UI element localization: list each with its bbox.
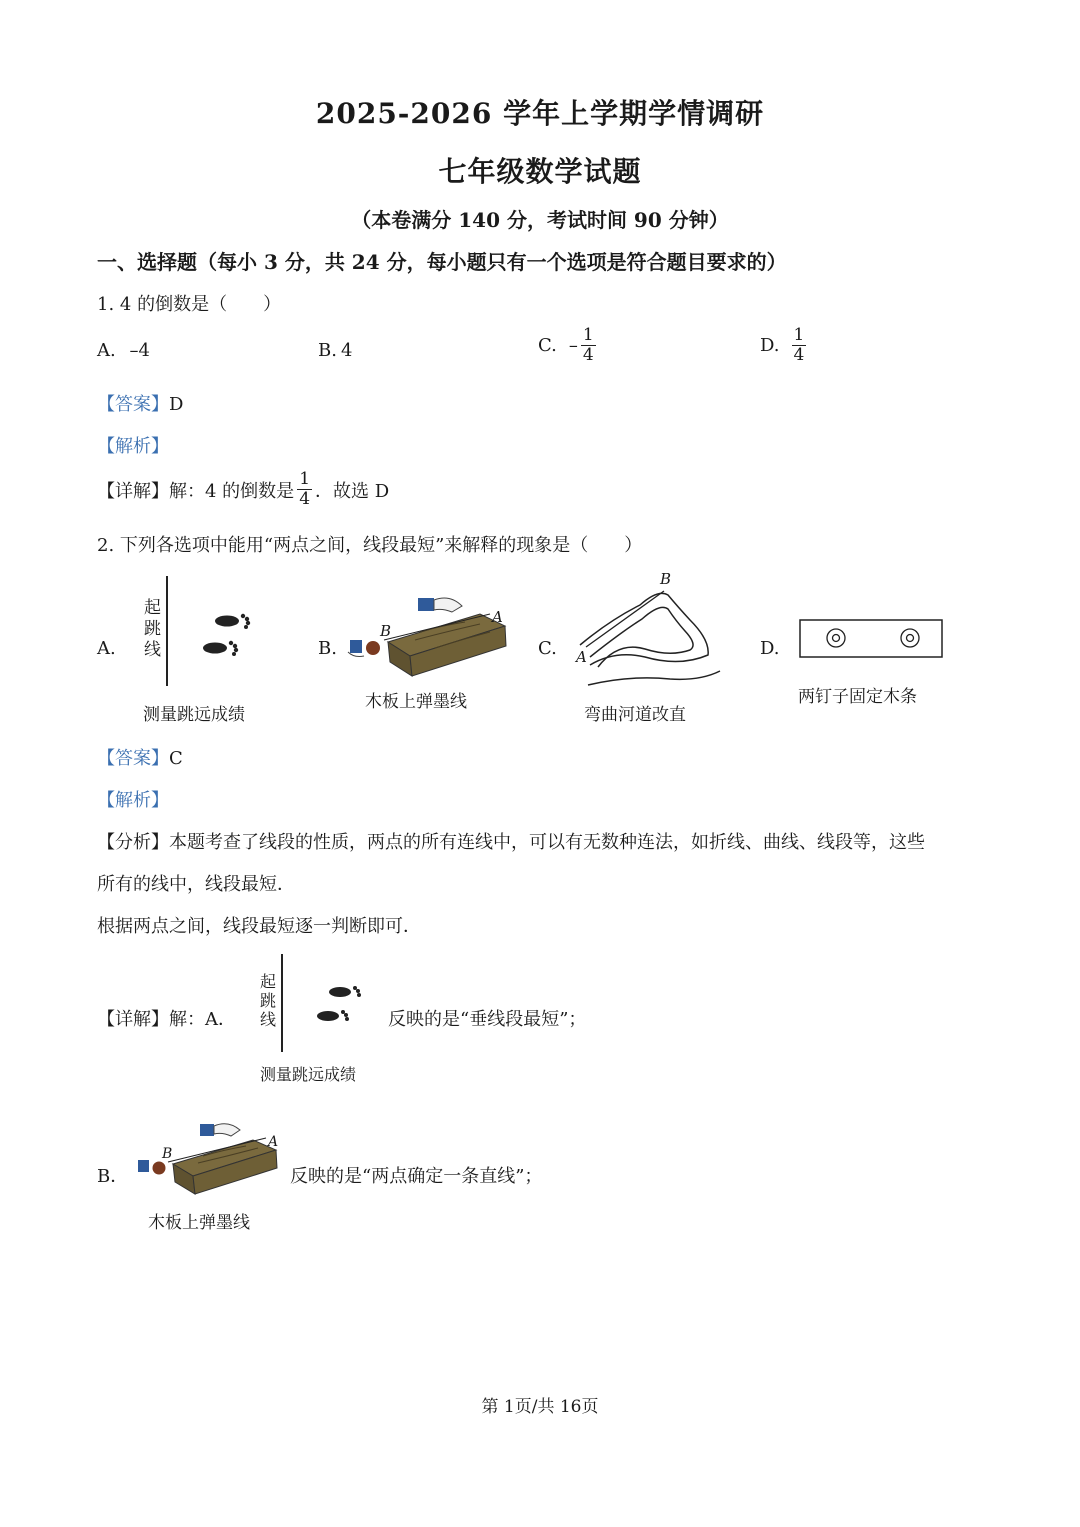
jump-line-label: 起跳线 <box>144 598 161 660</box>
ink-pot-icon <box>138 1160 166 1175</box>
q1-answer <box>97 390 183 416</box>
page-number: 第 1页/共 16页 <box>481 1397 599 1417</box>
q1-option-c <box>538 326 599 365</box>
answer-tag: 【答案】 <box>97 748 169 769</box>
point-b-label: B <box>162 1146 173 1162</box>
q1-stem: 1. 4 的倒数是（ ） <box>97 294 282 315</box>
q2-option-d-letter: D. <box>760 638 780 659</box>
footprint-icon <box>329 986 361 997</box>
q2-fenxi-line1 <box>97 828 925 854</box>
footprint-icon <box>215 614 250 629</box>
q2-option-b-letter: B. <box>318 638 337 659</box>
jump-line-label: 起跳线 <box>260 972 277 1029</box>
q2-stem: 2. 下列各选项中能用“两点之间，线段最短”来解释的现象是（ ） <box>97 535 643 556</box>
section-heading: 一、选择题（每小 3 分，共 24 分，每小题只有一个选项是符合题目要求的） <box>97 250 787 274</box>
q2-detail-a <box>97 1005 236 1031</box>
plank-ink-line-figure <box>128 1118 288 1200</box>
denominator: 4 <box>582 345 594 365</box>
q1-analysis-tag: 【解析】 <box>97 436 169 457</box>
point-a-label: A <box>268 1134 279 1150</box>
q2-fenxi-line2: 所有的线中，线段最短． <box>97 874 295 895</box>
point-a-label: A <box>492 608 503 626</box>
footprint-icon <box>317 1010 349 1021</box>
option-letter: C. <box>538 335 557 356</box>
denominator: 4 <box>299 489 311 509</box>
q1-option-a <box>97 340 150 361</box>
detail-b-text: 反映的是“两点确定一条直线”； <box>290 1166 543 1187</box>
denominator: 4 <box>793 345 805 365</box>
point-b-label: B <box>660 570 672 588</box>
fenxi-tag: 【分析】 <box>97 832 169 853</box>
river-figure <box>570 575 730 695</box>
hand-icon <box>200 1124 240 1136</box>
q2-option-c-caption: 弯曲河道改直 <box>584 705 686 725</box>
option-value: –4 <box>129 340 150 361</box>
exam-note: （本卷满分 140 分，考试时间 90 分钟） <box>351 208 729 232</box>
exam-subtitle: 七年级数学试题 <box>438 155 642 188</box>
option-letter: A. <box>97 340 116 361</box>
detail-text: 解：4 的倒数是 <box>169 480 295 502</box>
q1-option-d <box>760 326 809 365</box>
q2-fenxi-line3: 根据两点之间，线段最短逐一判断即可． <box>97 916 421 937</box>
point-a-label: A <box>576 648 587 666</box>
plank-ink-line-figure <box>340 592 515 684</box>
footprint-icon <box>203 641 238 656</box>
ink-pot-icon <box>348 640 380 657</box>
answer-value: D <box>169 394 184 415</box>
numerator: 1 <box>582 325 594 345</box>
detail-a-caption: 测量跳远成绩 <box>260 1065 357 1084</box>
detail-b-caption: 木板上弹墨线 <box>148 1213 250 1233</box>
nailed-plank-figure <box>798 618 946 660</box>
option-letter: B. <box>318 340 337 361</box>
fraction <box>792 326 807 365</box>
q2-option-a-letter: A. <box>97 638 116 659</box>
fraction <box>297 470 312 509</box>
answer-value: C <box>169 748 183 769</box>
exam-title: 2025-2026 学年上学期学情调研 <box>315 97 765 130</box>
detail-tag: 【详解】 <box>97 480 169 502</box>
q2-option-b-caption: 木板上弹墨线 <box>365 692 467 712</box>
answer-tag: 【答案】 <box>97 394 169 415</box>
fenxi-text: 本题考查了线段的性质，两点的所有连线中，可以有无数种连法，如折线、曲线、线段等，这些 <box>169 832 925 853</box>
q1-option-b <box>318 340 352 361</box>
q2-option-a-caption: 测量跳远成绩 <box>143 705 245 725</box>
detail-a-text: 反映的是“垂线段最短”； <box>388 1009 587 1030</box>
q2-answer <box>97 744 183 770</box>
q2-analysis-tag: 【解析】 <box>97 790 169 811</box>
hand-icon <box>418 598 462 612</box>
numerator: 1 <box>299 469 311 489</box>
q2-detail-b-prefix: B． <box>97 1166 129 1187</box>
detail-tag: 【详解】 <box>97 1009 169 1030</box>
numerator: 1 <box>793 325 805 345</box>
option-letter: D. <box>760 335 780 356</box>
detail-text-end: ．故选 D <box>315 480 390 502</box>
q1-detail <box>97 470 389 509</box>
q2-option-c-letter: C. <box>538 638 557 659</box>
q2-option-d-caption: 两钉子固定木条 <box>798 687 917 707</box>
fraction <box>581 326 596 365</box>
point-b-label: B <box>380 622 392 640</box>
option-value: 4 <box>340 340 353 361</box>
detail-prefix: 解：A． <box>169 1009 236 1030</box>
minus-sign: – <box>568 335 578 356</box>
